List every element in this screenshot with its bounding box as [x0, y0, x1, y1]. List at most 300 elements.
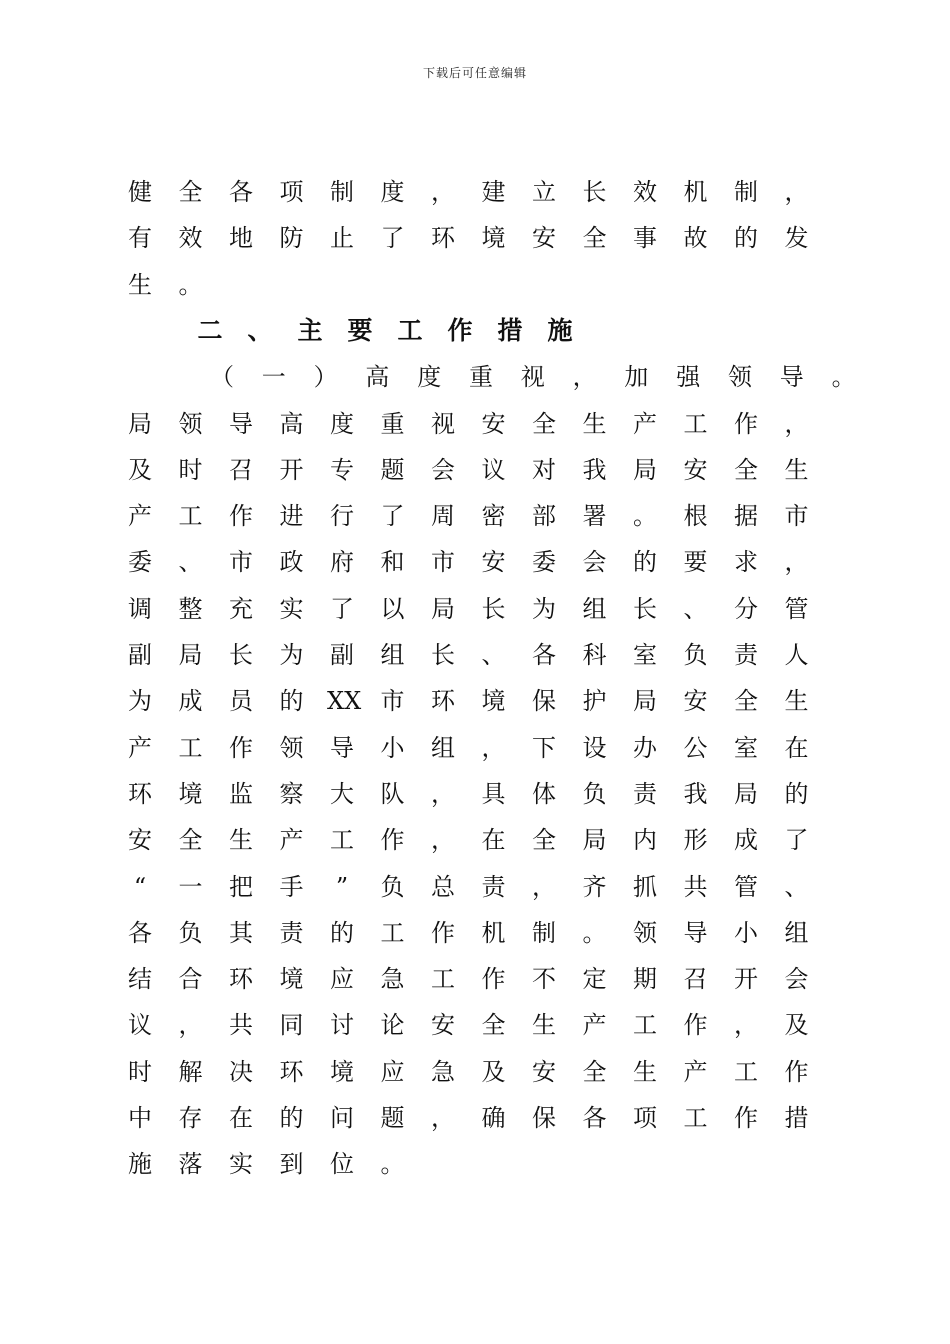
glyph: 各	[532, 641, 556, 669]
body-line	[130, 1005, 830, 1045]
glyph: 的	[784, 779, 809, 808]
glyph: 调	[128, 594, 152, 623]
glyph: 组	[380, 641, 405, 669]
body-line	[130, 589, 830, 629]
glyph: 境	[178, 779, 203, 808]
glyph: 安	[481, 548, 506, 577]
body-line	[130, 728, 830, 768]
glyph: 高	[279, 409, 304, 438]
body-line	[130, 542, 830, 582]
glyph: 要	[347, 315, 373, 345]
glyph: 副	[330, 641, 354, 669]
glyph: “	[133, 872, 147, 901]
glyph: 导	[330, 733, 354, 762]
glyph: 安	[532, 1057, 556, 1086]
glyph: 加	[624, 363, 649, 392]
glyph: ，	[734, 1011, 758, 1040]
glyph: 同	[279, 1011, 304, 1040]
glyph: 管	[734, 872, 758, 901]
glyph: 生	[784, 455, 809, 484]
glyph: 发	[784, 224, 809, 253]
glyph: 领	[178, 409, 203, 438]
glyph: 作	[447, 315, 473, 345]
glyph: 了	[784, 826, 809, 855]
glyph: 重	[469, 363, 493, 392]
glyph: 实	[229, 1150, 253, 1179]
body-line	[130, 404, 830, 444]
glyph: ，	[431, 178, 455, 206]
glyph: 产	[683, 1057, 708, 1086]
glyph: 的	[330, 918, 354, 947]
glyph: 。	[178, 270, 203, 299]
glyph: 一	[178, 872, 203, 901]
glyph: 二	[197, 315, 223, 345]
glyph: 的	[734, 224, 758, 253]
glyph: 。	[831, 363, 856, 392]
glyph: 工	[330, 826, 354, 855]
glyph: 作	[229, 733, 253, 762]
glyph: 工	[397, 315, 423, 345]
glyph: 项	[279, 178, 304, 206]
glyph: 大	[330, 779, 354, 808]
glyph: 作	[380, 826, 405, 855]
glyph: 长	[431, 641, 455, 669]
glyph: 开	[734, 965, 758, 994]
glyph: 存	[178, 1104, 203, 1132]
glyph: 体	[532, 779, 556, 808]
glyph: 组	[431, 733, 455, 762]
glyph: 位	[330, 1150, 354, 1179]
glyph: 手	[279, 872, 304, 901]
glyph: 全	[582, 224, 607, 253]
glyph: 市	[380, 687, 405, 716]
glyph: 。	[633, 502, 657, 531]
glyph: 生	[582, 409, 607, 438]
glyph: 局	[734, 779, 758, 808]
glyph: 公	[683, 733, 708, 762]
glyph: 局	[178, 641, 203, 669]
glyph: 全	[481, 1011, 506, 1040]
glyph: 内	[633, 826, 657, 855]
glyph: 、	[178, 548, 203, 577]
glyph: 措	[784, 1104, 809, 1132]
subsection-heading	[212, 357, 912, 397]
glyph: 工	[633, 1011, 657, 1040]
glyph: 管	[784, 594, 809, 623]
glyph: ”	[335, 872, 349, 901]
glyph: 整	[178, 594, 203, 623]
glyph: 度	[330, 409, 354, 438]
glyph: 产	[128, 733, 152, 762]
glyph: 在	[481, 826, 506, 855]
glyph: 为	[128, 687, 152, 716]
glyph: 局	[633, 455, 657, 484]
glyph: 各	[582, 1104, 607, 1132]
glyph: 署	[582, 502, 607, 531]
body-line	[130, 1052, 830, 1092]
glyph: 环	[431, 687, 455, 716]
glyph: 了	[330, 594, 354, 623]
glyph: 为	[532, 594, 556, 623]
glyph: 形	[683, 826, 708, 855]
glyph: 及	[481, 1057, 506, 1086]
body-line	[130, 959, 830, 999]
glyph: 工	[734, 1057, 758, 1086]
glyph: 。	[380, 1150, 405, 1179]
glyph: 小	[734, 918, 758, 947]
body-line	[130, 774, 830, 814]
glyph: 环	[128, 779, 152, 808]
body-line	[130, 635, 830, 675]
glyph: 市	[784, 502, 809, 531]
glyph: 各	[128, 918, 152, 947]
glyph: 要	[683, 548, 708, 577]
glyph: 生	[532, 1011, 556, 1040]
glyph: 决	[229, 1057, 253, 1086]
glyph: 求	[734, 548, 758, 577]
glyph: 全	[734, 455, 758, 484]
glyph: ，	[784, 548, 809, 577]
glyph: 确	[481, 1104, 506, 1132]
glyph: ，	[784, 178, 809, 206]
glyph: 对	[532, 455, 556, 484]
glyph: 监	[229, 779, 253, 808]
glyph: （	[210, 363, 234, 392]
glyph: 局	[431, 594, 455, 623]
glyph: 责	[633, 779, 657, 808]
glyph: 作	[734, 409, 758, 438]
section-heading	[197, 311, 900, 351]
glyph: 密	[481, 502, 506, 531]
glyph: 室	[734, 733, 758, 762]
glyph: 视	[520, 363, 545, 392]
glyph: 导	[779, 363, 804, 392]
glyph: 在	[229, 1104, 253, 1132]
glyph: 安	[431, 1011, 455, 1040]
glyph: 作	[683, 1011, 708, 1040]
glyph: 生	[633, 1057, 657, 1086]
glyph: 了	[380, 224, 405, 253]
glyph: 负	[178, 918, 203, 947]
glyph: 府	[330, 548, 354, 577]
glyph: 立	[532, 178, 556, 206]
glyph: 环	[279, 1057, 304, 1086]
glyph: 了	[380, 502, 405, 531]
glyph: 境	[330, 1057, 354, 1086]
glyph: 成	[734, 826, 758, 855]
glyph: 定	[582, 965, 607, 994]
glyph: 办	[633, 733, 657, 762]
glyph: 齐	[582, 872, 607, 901]
glyph: 在	[784, 733, 809, 762]
glyph: 工	[431, 965, 455, 994]
glyph: 根	[683, 502, 708, 531]
glyph: 制	[532, 918, 556, 947]
glyph: 护	[582, 687, 607, 716]
glyph: 开	[279, 455, 304, 484]
glyph: 专	[330, 455, 354, 484]
glyph: 行	[330, 502, 354, 531]
glyph: 下	[532, 733, 556, 762]
glyph: 总	[431, 872, 455, 901]
glyph: 察	[279, 779, 304, 808]
glyph: 讨	[330, 1011, 354, 1040]
glyph: 应	[380, 1057, 405, 1086]
body-line	[130, 820, 830, 860]
body-line	[130, 1144, 830, 1184]
glyph: 据	[734, 502, 758, 531]
glyph: 、	[481, 641, 506, 669]
body-line	[130, 172, 830, 212]
glyph: 效	[633, 178, 657, 206]
glyph: 工	[178, 733, 203, 762]
glyph: 事	[633, 224, 657, 253]
glyph: 落	[178, 1150, 203, 1179]
glyph: 生	[128, 270, 152, 299]
glyph: 队	[380, 779, 405, 808]
glyph: 导	[683, 918, 708, 947]
glyph: 和	[380, 548, 405, 577]
glyph: ，	[572, 363, 597, 392]
body-line	[130, 450, 830, 490]
glyph: 制	[734, 178, 758, 206]
glyph: 委	[128, 548, 152, 577]
glyph: 全	[582, 1057, 607, 1086]
glyph: 及	[128, 455, 152, 484]
glyph: 安	[481, 409, 506, 438]
glyph: 召	[229, 455, 253, 484]
glyph: 安	[532, 224, 556, 253]
body-line	[130, 1098, 830, 1138]
glyph: 机	[683, 178, 708, 206]
glyph: 进	[279, 502, 304, 531]
body-line	[130, 681, 830, 721]
glyph: 作	[229, 502, 253, 531]
glyph: 生	[784, 687, 809, 716]
glyph: 、	[247, 315, 273, 345]
body-line	[130, 265, 830, 305]
glyph: 市	[229, 548, 253, 577]
glyph: ，	[481, 733, 506, 762]
glyph: 工	[683, 1104, 708, 1132]
glyph: 全	[178, 826, 203, 855]
glyph: 以	[380, 594, 405, 623]
glyph: 保	[532, 687, 556, 716]
glyph: 期	[633, 965, 657, 994]
glyph: 负	[380, 872, 405, 901]
glyph: 其	[229, 918, 253, 947]
glyph: 长	[229, 641, 253, 669]
glyph: 时	[178, 455, 203, 484]
glyph: ，	[431, 779, 455, 808]
glyph: 强	[676, 363, 701, 392]
glyph: 我	[683, 779, 708, 808]
glyph: 措	[497, 315, 523, 345]
glyph: 把	[229, 872, 253, 901]
glyph: 周	[431, 502, 455, 531]
glyph: 员	[229, 687, 253, 716]
glyph: 及	[784, 1011, 809, 1040]
glyph: 有	[128, 224, 152, 253]
glyph: 责	[734, 641, 758, 669]
glyph: 作	[784, 1057, 809, 1086]
glyph: 小	[380, 733, 405, 762]
glyph: ）	[313, 363, 338, 392]
glyph: 、	[683, 594, 708, 623]
glyph: 议	[481, 455, 506, 484]
glyph: 地	[229, 224, 253, 253]
glyph: 领	[279, 733, 304, 762]
glyph: 室	[633, 641, 657, 669]
glyph: 境	[481, 687, 506, 716]
glyph: 全	[532, 409, 556, 438]
glyph: 负	[683, 641, 708, 669]
body-line	[130, 913, 830, 953]
glyph: 副	[128, 641, 152, 669]
glyph: 政	[279, 548, 304, 577]
glyph: 安	[128, 826, 152, 855]
glyph: 设	[582, 733, 607, 762]
glyph: 领	[633, 918, 657, 947]
glyph: 部	[532, 502, 556, 531]
glyph: 故	[683, 224, 708, 253]
glyph: ，	[178, 1011, 203, 1040]
glyph: 长	[582, 178, 607, 206]
glyph: 分	[734, 594, 758, 623]
glyph: 共	[683, 872, 708, 901]
glyph: 人	[784, 641, 809, 669]
glyph: 局	[582, 826, 607, 855]
glyph: 施	[547, 315, 573, 345]
glyph: 境	[481, 224, 506, 253]
glyph: 全	[734, 687, 758, 716]
glyph: 重	[380, 409, 405, 438]
glyph: 抓	[633, 872, 657, 901]
glyph: 不	[532, 965, 556, 994]
glyph: 作	[431, 918, 455, 947]
glyph: 市	[431, 548, 455, 577]
glyph: 召	[683, 965, 708, 994]
glyph: 项	[633, 1104, 657, 1132]
glyph: 充	[229, 594, 253, 623]
glyph: 的	[633, 548, 657, 577]
glyph: 工	[178, 502, 203, 531]
glyph: ，	[532, 872, 556, 901]
glyph: 度	[380, 178, 405, 206]
glyph: 保	[532, 1104, 556, 1132]
glyph: XX	[327, 687, 362, 716]
glyph: 时	[128, 1057, 152, 1086]
glyph: 责	[481, 872, 506, 901]
glyph: 产	[128, 502, 152, 531]
body-line	[130, 218, 830, 258]
glyph: 会	[582, 548, 607, 577]
body-line	[130, 496, 830, 536]
glyph: 作	[481, 965, 506, 994]
glyph: 结	[128, 965, 152, 994]
glyph: ，	[784, 409, 809, 438]
glyph: 组	[582, 594, 607, 623]
glyph: 题	[380, 455, 405, 484]
glyph: 、	[784, 872, 809, 901]
glyph: 产	[633, 409, 657, 438]
glyph: 组	[784, 918, 809, 947]
glyph: 工	[683, 409, 708, 438]
glyph: 止	[330, 224, 354, 253]
page-header-note: 下载后可任意编辑	[422, 66, 527, 80]
glyph: ，	[431, 826, 455, 855]
glyph: 问	[330, 1104, 354, 1132]
glyph: 局	[128, 409, 152, 438]
glyph: 安	[683, 455, 708, 484]
glyph: 题	[380, 1104, 405, 1132]
glyph: 工	[380, 918, 405, 947]
glyph: 解	[178, 1057, 203, 1086]
glyph: 科	[582, 641, 607, 669]
glyph: 主	[297, 315, 323, 345]
glyph: 成	[178, 687, 203, 716]
glyph: 视	[431, 409, 455, 438]
glyph: 委	[532, 548, 556, 577]
glyph: 会	[784, 965, 809, 994]
glyph: 环	[229, 965, 253, 994]
glyph: 境	[279, 965, 304, 994]
body-line	[130, 867, 830, 907]
glyph: 急	[431, 1057, 455, 1086]
glyph: 环	[431, 224, 455, 253]
glyph: ，	[431, 1104, 455, 1132]
glyph: 度	[417, 363, 442, 392]
glyph: 我	[582, 455, 607, 484]
glyph: 的	[279, 687, 304, 716]
glyph: 机	[481, 918, 506, 947]
glyph: 具	[481, 779, 506, 808]
glyph: 各	[229, 178, 253, 206]
glyph: 全	[532, 826, 556, 855]
glyph: 会	[431, 455, 455, 484]
glyph: 产	[582, 1011, 607, 1040]
glyph: 到	[279, 1150, 304, 1179]
glyph: 导	[229, 409, 253, 438]
glyph: 制	[330, 178, 354, 206]
glyph: 建	[481, 178, 506, 206]
glyph: 为	[279, 641, 304, 669]
glyph: 应	[330, 965, 354, 994]
glyph: 论	[380, 1011, 405, 1040]
glyph: 安	[683, 687, 708, 716]
glyph: 中	[128, 1104, 152, 1132]
glyph: 议	[128, 1011, 152, 1040]
glyph: 。	[582, 918, 607, 947]
glyph: 长	[633, 594, 657, 623]
glyph: 效	[178, 224, 203, 253]
glyph: 局	[633, 687, 657, 716]
glyph: 责	[279, 918, 304, 947]
glyph: 生	[229, 826, 253, 855]
glyph: 全	[178, 178, 203, 206]
glyph: 合	[178, 965, 203, 994]
glyph: 高	[365, 363, 390, 392]
glyph: 共	[229, 1011, 253, 1040]
glyph: 健	[128, 178, 152, 206]
glyph: 急	[380, 965, 405, 994]
glyph: 作	[734, 1104, 758, 1132]
glyph: 实	[279, 594, 304, 623]
glyph: 防	[279, 224, 304, 253]
glyph: 产	[279, 826, 304, 855]
glyph: 一	[261, 363, 286, 392]
glyph: 长	[481, 594, 506, 623]
